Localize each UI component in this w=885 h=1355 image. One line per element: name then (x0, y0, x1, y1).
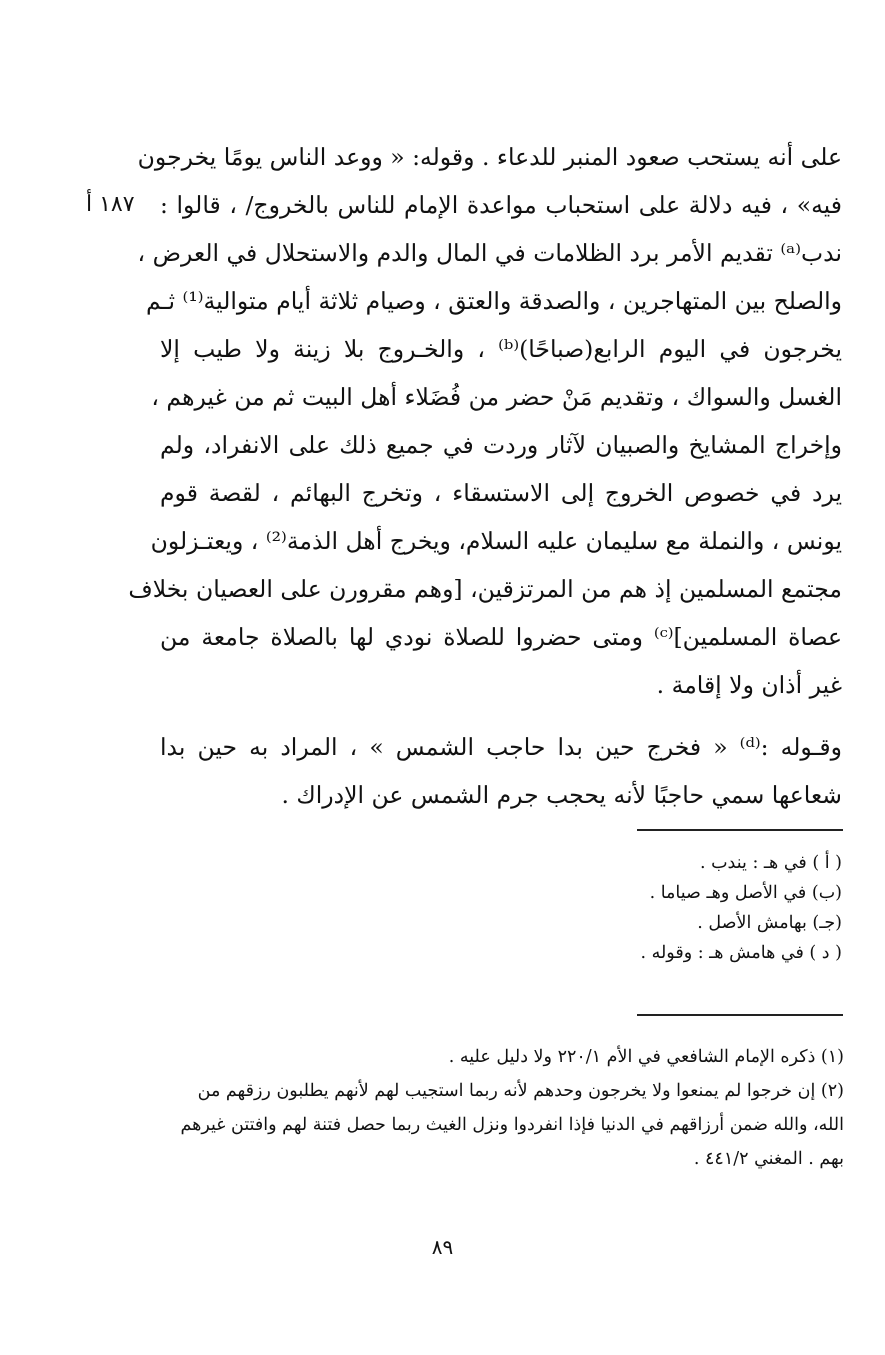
text-line: ندب⁽ᵃ⁾ تقديم الأمر برد الظلامات في المال والدم والاستحلال في العرض ، (137, 239, 842, 267)
variant-notes (160, 848, 842, 968)
footnote-line: الله، والله ضمن أرزاقهم في الدنيا فإذا انفردوا ونزل الغيث ربما حصل فتنة لهم وافتتن غيرهم (180, 1115, 844, 1135)
footnote-line: بهم . المغني ٤٤١/٢ . (693, 1149, 844, 1169)
variant-note: ( أ ) في هـ : يندب . (699, 853, 842, 873)
footnote-line: (٢) إن خرجوا لم يمنعوا ولا يخرجون وحدهم لأنه ربما استجيب لهم لأنهم يطلبون رزقهم من (197, 1081, 844, 1101)
footnotes-divider (637, 1014, 843, 1016)
text-line: يونس ، والنملة مع سليمان عليه السلام، ويخرج أهل الذمة⁽²⁾ ، ويعتـزلون (150, 527, 842, 555)
footnotes (110, 1040, 844, 1176)
text-line: شعاعها سمي حاجبًا لأنه يحجب جرم الشمس عن الإدراك . (281, 781, 842, 809)
text-line: على أنه يستحب صعود المنبر للدعاء . وقوله: « ووعد الناس يومًا يخرجون (137, 143, 842, 171)
footnote-line: (١) ذكره الإمام الشافعي في الأم ٢٢٠/١ ولا دليل عليه . (448, 1047, 844, 1067)
variant-note: (ب) في الأصل وهـ صياما . (649, 883, 842, 903)
paragraph-2 (160, 723, 842, 819)
text-line: الغسل والسواك ، وتقديم مَنْ حضر من فُضَلاء أهل البيت ثم من غيرهم ، (151, 383, 842, 411)
margin-folio-note: ١٨٧ أ (86, 192, 135, 217)
paragraph-1 (128, 133, 842, 709)
text-line: فيه» ، فيه دلالة على استحباب مواعدة الإمام للناس بالخروج/ ، قالوا : (160, 191, 842, 219)
text-line: يرد في خصوص الخروج إلى الاستسقاء ، وتخرج البهائم ، لقصة قوم (160, 479, 842, 507)
text-line: غير أذان ولا إقامة . (656, 671, 842, 699)
variant-notes-divider (637, 829, 843, 831)
text-line: والصلح بين المتهاجرين ، والصدقة والعتق ، وصيام ثلاثة أيام متوالية⁽¹⁾ ثـم (146, 287, 842, 315)
text-line: عصاة المسلمين]⁽ᶜ⁾ ومتى حضروا للصلاة نودي لها بالصلاة جامعة من (160, 623, 842, 651)
page-number: ٨٩ (431, 1235, 454, 1259)
text-line: وقـوله :⁽ᵈ⁾ « فخرج حين بدا حاجب الشمس » ، المراد به حين بدا (160, 733, 842, 761)
text-line: يخرجون في اليوم الرابع(صباحًا)⁽ᵇ⁾ ، والخـروج بلا زينة ولا طيب إلا (160, 335, 842, 363)
variant-note: ( د ) في هامش هـ : وقوله . (640, 943, 842, 963)
main-text-block (128, 133, 842, 819)
text-line: وإخراج المشايخ والصبيان لآثار وردت في جميع ذلك على الانفراد، ولم (160, 431, 842, 459)
text-line: مجتمع المسلمين إذ هم من المرتزقين، [وهم مقرورن على العصيان بخلاف (128, 575, 842, 603)
variant-note: (جـ) بهامش الأصل . (697, 913, 842, 933)
